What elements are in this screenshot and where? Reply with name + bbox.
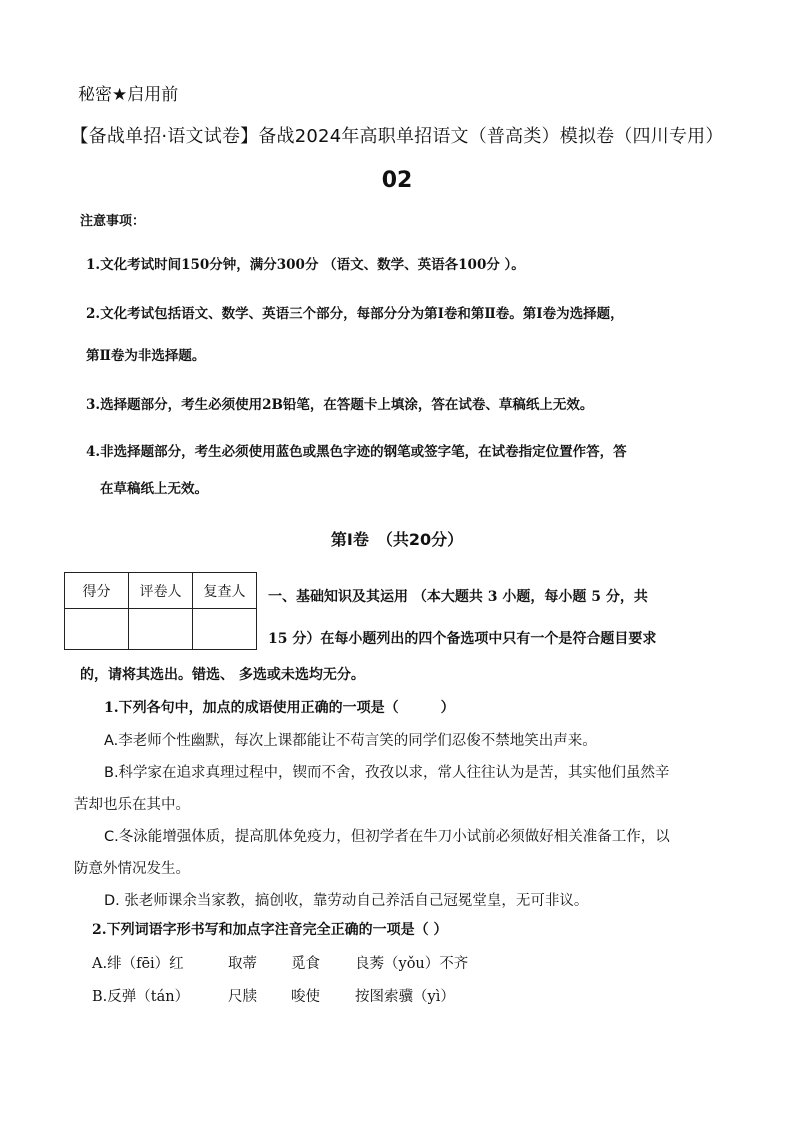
note-item-1: 1.文化考试时间150分钟，满分300分 （语文、数学、英语各100分 ）。	[86, 257, 525, 273]
note-item-4: 4.非选择题部分，考生必须使用蓝色或黑色字迹的钢笔或签字笔，在试卷指定位置作答，答	[86, 444, 627, 460]
section-heading: 一、基础知识及其运用 （本大题共 3 小题，每小题 5 分，共	[268, 589, 648, 605]
section-instructions-cont: 的，请将其选出。错选、 多选或未选均无分。	[80, 667, 365, 683]
question-1-option-d: D. 张老师课余当家教，搞创收，靠劳动自己养活自己冠冕堂皇，无可非议。	[104, 893, 589, 909]
grader-cell[interactable]	[129, 609, 193, 650]
question-1-option-c-cont: 防意外情况发生。	[74, 861, 190, 877]
question-2-option-a-word-4: 良莠（yǒu）不齐	[355, 956, 469, 972]
note-item-3: 3.选择题部分，考生必须使用2B铅笔，在答题卡上填涂，答在试卷、草稿纸上无效。	[86, 397, 594, 413]
reviewer-header: 复查人	[193, 573, 257, 609]
question-2-option-a-word-2: 取蒂	[228, 956, 257, 972]
score-header: 得分	[65, 573, 129, 609]
question-2-option-b-word-4: 按图索骥（yì）	[355, 989, 455, 1005]
confidential-label: 秘密★启用前	[78, 85, 179, 105]
score-cell[interactable]	[65, 609, 129, 650]
question-2-stem: 2.下列词语字形书写和加点字注音完全正确的一项是（ ）	[92, 922, 448, 938]
reviewer-cell[interactable]	[193, 609, 257, 650]
exam-number: 02	[381, 168, 413, 193]
question-2-option-b-word-2: 尺牍	[228, 989, 257, 1005]
question-2-option-a-word-3: 觅食	[291, 956, 320, 972]
question-1-option-b-cont: 苦却也乐在其中。	[74, 797, 190, 813]
question-1-option-a: A.李老师个性幽默，每次上课都能让不苟言笑的同学们忍俊不禁地笑出声来。	[104, 733, 597, 749]
note-item-2-cont: 第Ⅱ卷为非选择题。	[86, 348, 206, 364]
question-2-option-b-word-3: 唆使	[291, 989, 320, 1005]
grader-header: 评卷人	[129, 573, 193, 609]
exam-title: 【备战单招·语文试卷】备战2024年高职单招语文（普高类）模拟卷（四川专用）	[70, 126, 724, 147]
notes-heading: 注意事项：	[80, 214, 146, 229]
question-1-option-b: B.科学家在追求真理过程中，锲而不舍，孜孜以求，常人往往认为是苦，其实他们虽然辛	[104, 765, 670, 781]
question-2-option-b-word-1: B.反弹（tán）	[92, 989, 190, 1005]
note-item-4-cont: 在草稿纸上无效。	[100, 481, 208, 497]
question-2-option-a-word-1: A.绯（fēi）红	[92, 956, 184, 972]
question-1-stem: 1.下列各句中，加点的成语使用正确的一项是（ ）	[104, 700, 455, 716]
question-1-option-c: C.冬泳能增强体质，提高肌体免疫力，但初学者在牛刀小试前必须做好相关准备工作，以	[104, 829, 670, 845]
score-table	[64, 572, 257, 650]
note-item-2: 2.文化考试包括语文、数学、英语三个部分，每部分分为第Ⅰ卷和第Ⅱ卷。第Ⅰ卷为选择题，	[86, 306, 624, 322]
section-instructions: 15 分）在每小题列出的四个备选项中只有一个是符合题目要求	[268, 631, 657, 647]
part-title: 第Ⅰ卷 （共20分）	[330, 530, 464, 549]
